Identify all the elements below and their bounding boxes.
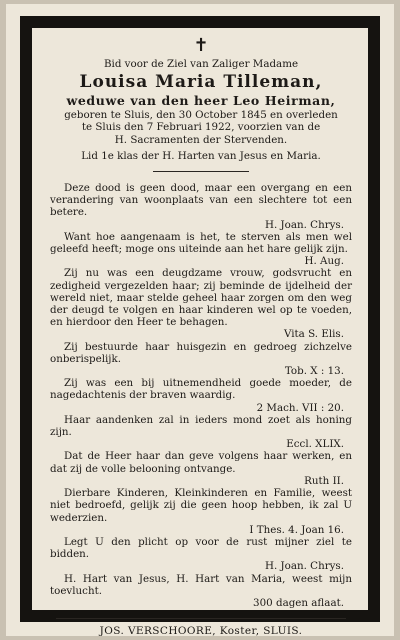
prayer-heading: Bid voor de Ziel van Zaliger Madame: [103, 58, 299, 70]
bio-line: geboren te Sluis, den 30 October 1845 en overleden: [64, 109, 338, 122]
citation: H. Joan. Chrys.: [265, 218, 344, 231]
citation: Eccl. XLIX.: [286, 438, 344, 451]
biography: [50, 109, 352, 146]
citation: H. Aug.: [304, 255, 344, 268]
paragraph: Dat de Heer haar dan geve volgens haar werken, en dat zij de volle belooning ontvange.: [50, 450, 352, 475]
citation: H. Joan. Chrys.: [265, 560, 344, 573]
paragraph: Zij was een bij uitnemendheid goede moeder, de nagedachtenis der braven waardig.: [50, 377, 352, 402]
deceased-name: Louisa Maria Tilleman,: [79, 72, 323, 93]
membership-line: Lid 1e klas der H. Harten van Jesus en Maria.: [81, 149, 321, 162]
mourning-border: [20, 16, 380, 638]
paragraph: Zij bestuurde haar huisgezin en gedroeg zichzelve onberispelijk.: [50, 340, 352, 365]
citation: 2 Mach. VII : 20.: [256, 401, 344, 414]
paragraph: Haar aandenken zal in ieders mond zoet als honing zijn.: [50, 413, 352, 439]
widow-line: weduwe van den heer Leo Heirman,: [66, 93, 336, 109]
cross-icon: ✝: [193, 35, 209, 56]
printer-credit: JOS. VERSCHOORE, Koster, SLUIS.: [99, 625, 303, 638]
citation: Ruth II.: [304, 474, 344, 487]
paragraph: Dierbare Kinderen, Kleinkinderen en Familie, weest niet bedroefd, gelijk zij die geen hoop hebben, ik zal U wederzien.: [50, 487, 352, 524]
paragraph: Deze dood is geen dood, maar een overgang en een verandering van woonplaats van een slechtere tot een betere.: [50, 182, 352, 219]
divider: [153, 171, 249, 172]
citation: Tob. X : 13.: [284, 365, 344, 378]
bio-line: H. Sacramenten der Stervenden.: [114, 133, 288, 146]
citation: 300 dagen aflaat.: [253, 596, 344, 609]
paragraph: Zij nu was een deugdzame vrouw, godsvrucht en zedigheid vergezelden haar; zij beminde de ijdelheid der wereld niet, maar stelde geheel haar zorgen om den weg der deugd te volgen en haar kinderen wel op te voeden, en hierdoor den Heer te behagen.: [50, 267, 352, 329]
card-content: [32, 28, 368, 638]
paragraph: H. Hart van Jesus, H. Hart van Maria, weest mijn toevlucht.: [50, 572, 352, 597]
citation: Vita S. Elis.: [284, 328, 344, 341]
citation: I Thes. 4. Joan 16.: [249, 523, 344, 536]
paragraph: Legt U den plicht op voor de rust mijner ziel te bidden.: [50, 535, 352, 561]
footer-divider: [56, 618, 346, 619]
paragraph: Want hoe aangenaam is het, te sterven als men wel geleefd heeft; moge ons uiteinde aan het hare gelijk zijn.: [50, 230, 352, 256]
memorial-card: [6, 4, 394, 636]
memorial-text: [50, 182, 352, 609]
bio-line: te Sluis den 7 Februari 1922, voorzien van de: [81, 121, 321, 134]
